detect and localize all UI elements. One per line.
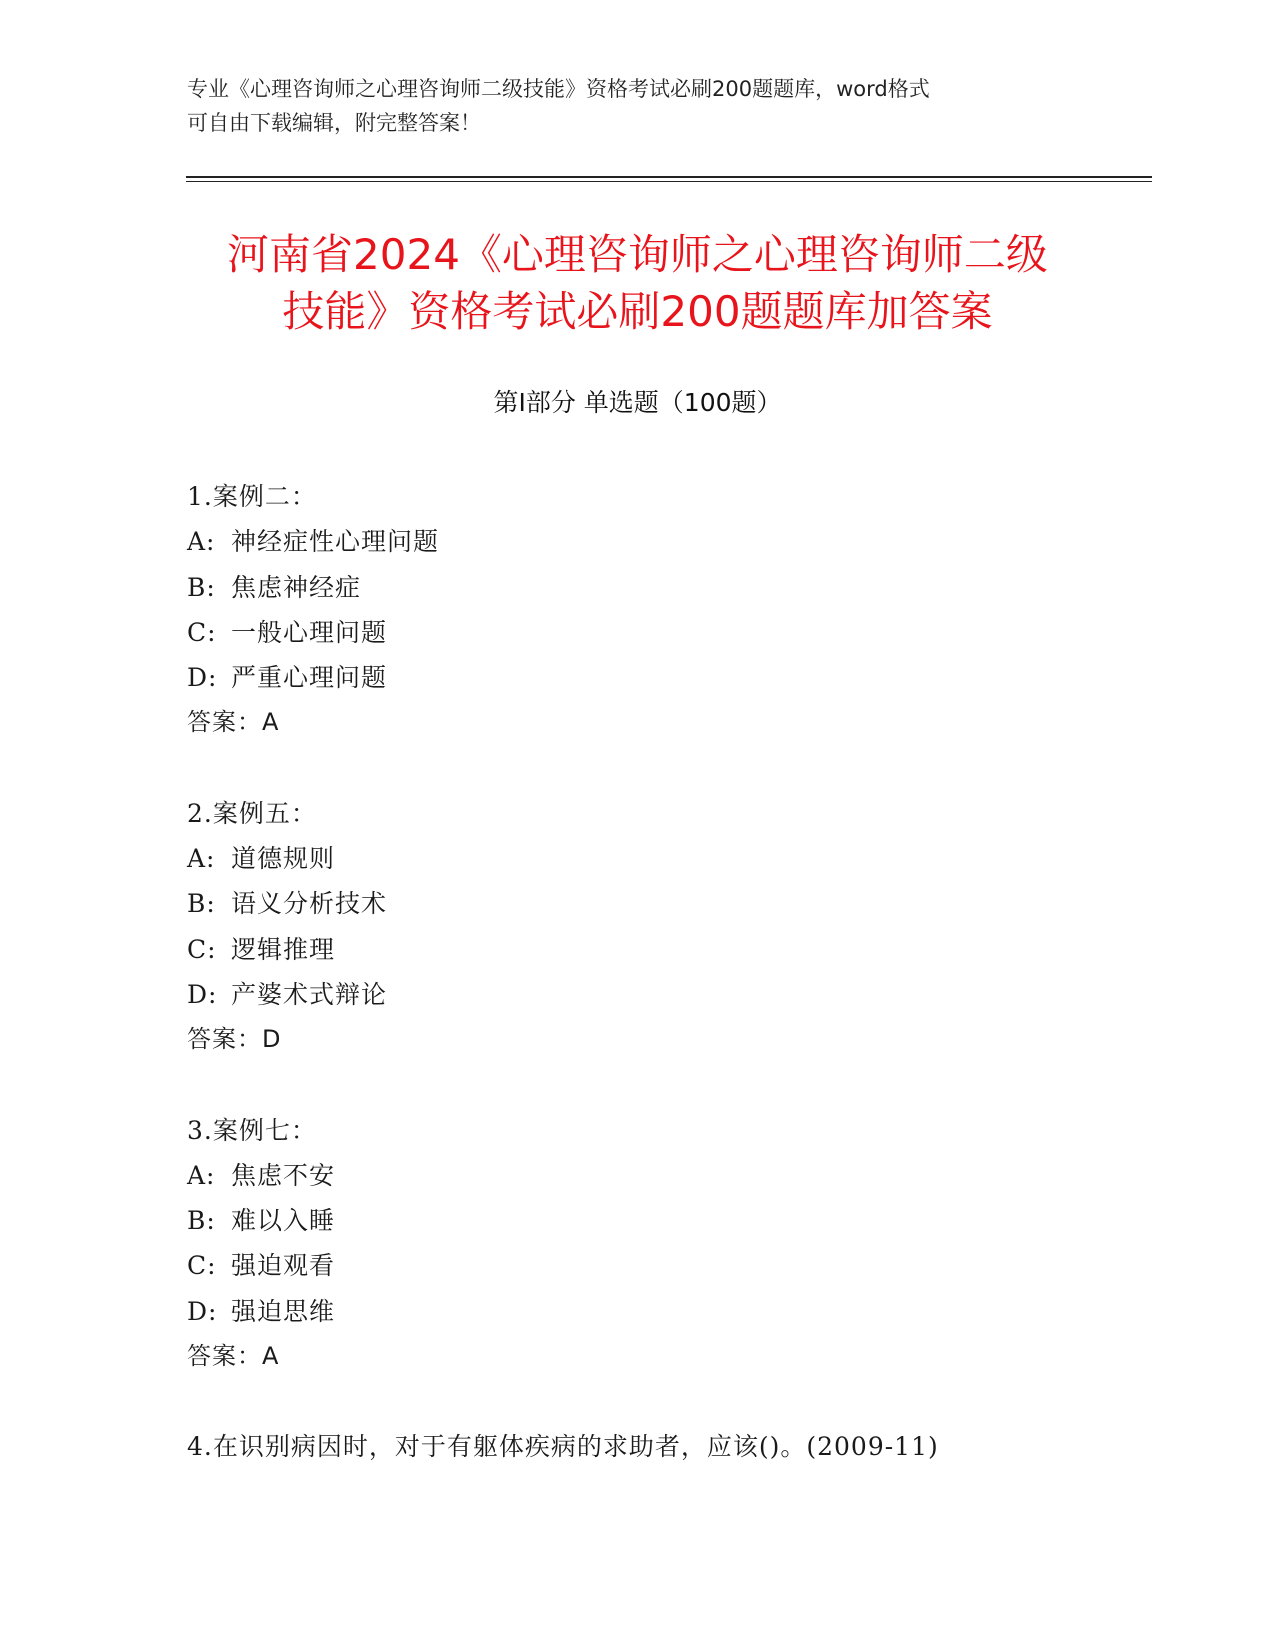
option-letter: C: <box>187 934 217 964</box>
question-2 <box>187 791 1167 1063</box>
header-note <box>187 72 1067 140</box>
option-text: 一般心理问题 <box>231 617 388 647</box>
option-letter: B: <box>187 1206 216 1236</box>
document-title-line-1: 河南省2024《心理咨询师之心理咨询师二级 <box>227 230 1048 279</box>
header-note-line-1: 专业《心理咨询师之心理咨询师二级技能》资格考试必刷200题题库，word格式 <box>187 77 930 101</box>
option-text: 道德规则 <box>231 844 336 874</box>
question-stem: 2.案例五： <box>187 798 317 828</box>
question-1 <box>187 474 1167 746</box>
question-stem: 1.案例二： <box>187 482 317 511</box>
option-d <box>187 972 1167 1017</box>
option-letter: D: <box>187 979 218 1009</box>
option-letter: B: <box>187 572 216 602</box>
option-text: 神经症性心理问题 <box>231 527 440 557</box>
option-letter: D: <box>187 663 218 693</box>
option-text: 强迫思维 <box>231 1296 336 1326</box>
option-text: 产婆术式辩论 <box>231 979 388 1009</box>
option-d <box>187 655 1167 700</box>
option-a <box>187 1153 1167 1198</box>
question-3 <box>187 1108 1167 1380</box>
option-d <box>187 1289 1167 1334</box>
option-text: 焦虑神经症 <box>231 572 362 602</box>
option-text: 严重心理问题 <box>231 663 388 693</box>
option-a <box>187 519 1167 564</box>
question-gap <box>187 1063 1167 1108</box>
option-c <box>187 1243 1167 1288</box>
option-a <box>187 836 1167 881</box>
option-letter: A: <box>187 1160 216 1190</box>
section-heading: 第Ⅰ部分 单选题（100题） <box>493 388 782 417</box>
question-gap <box>187 746 1167 791</box>
document-title <box>130 226 1145 340</box>
answer-line: 答案：A <box>187 1342 280 1371</box>
option-letter: C: <box>187 1251 217 1281</box>
option-c <box>187 927 1167 972</box>
document-title-line-2: 技能》资格考试必刷200题题库加答案 <box>282 287 993 336</box>
option-text: 逻辑推理 <box>231 934 336 964</box>
option-text: 焦虑不安 <box>231 1160 336 1190</box>
header-note-line-2: 可自由下载编辑，附完整答案！ <box>187 111 481 135</box>
header-rule-thick <box>186 176 1152 178</box>
question-4 <box>187 1424 1167 1469</box>
option-c <box>187 610 1167 655</box>
option-b <box>187 1198 1167 1243</box>
option-letter: B: <box>187 889 216 919</box>
option-letter: A: <box>187 527 216 557</box>
option-text: 难以入睡 <box>231 1206 336 1236</box>
question-stem: 3.案例七： <box>187 1115 317 1145</box>
option-text: 语义分析技术 <box>231 889 388 919</box>
header-rule-thin <box>186 181 1152 182</box>
option-text: 强迫观看 <box>231 1251 336 1281</box>
question-gap <box>187 1379 1167 1424</box>
answer-line: 答案：D <box>187 1025 282 1054</box>
option-letter: C: <box>187 617 217 647</box>
option-b <box>187 565 1167 610</box>
answer-line: 答案：A <box>187 708 280 737</box>
option-letter: D: <box>187 1296 218 1326</box>
question-list <box>187 474 1167 1470</box>
question-stem: 4.在识别病因时，对于有躯体疾病的求助者，应该()。(2009-11) <box>187 1432 939 1462</box>
option-b <box>187 881 1167 926</box>
option-letter: A: <box>187 844 216 874</box>
